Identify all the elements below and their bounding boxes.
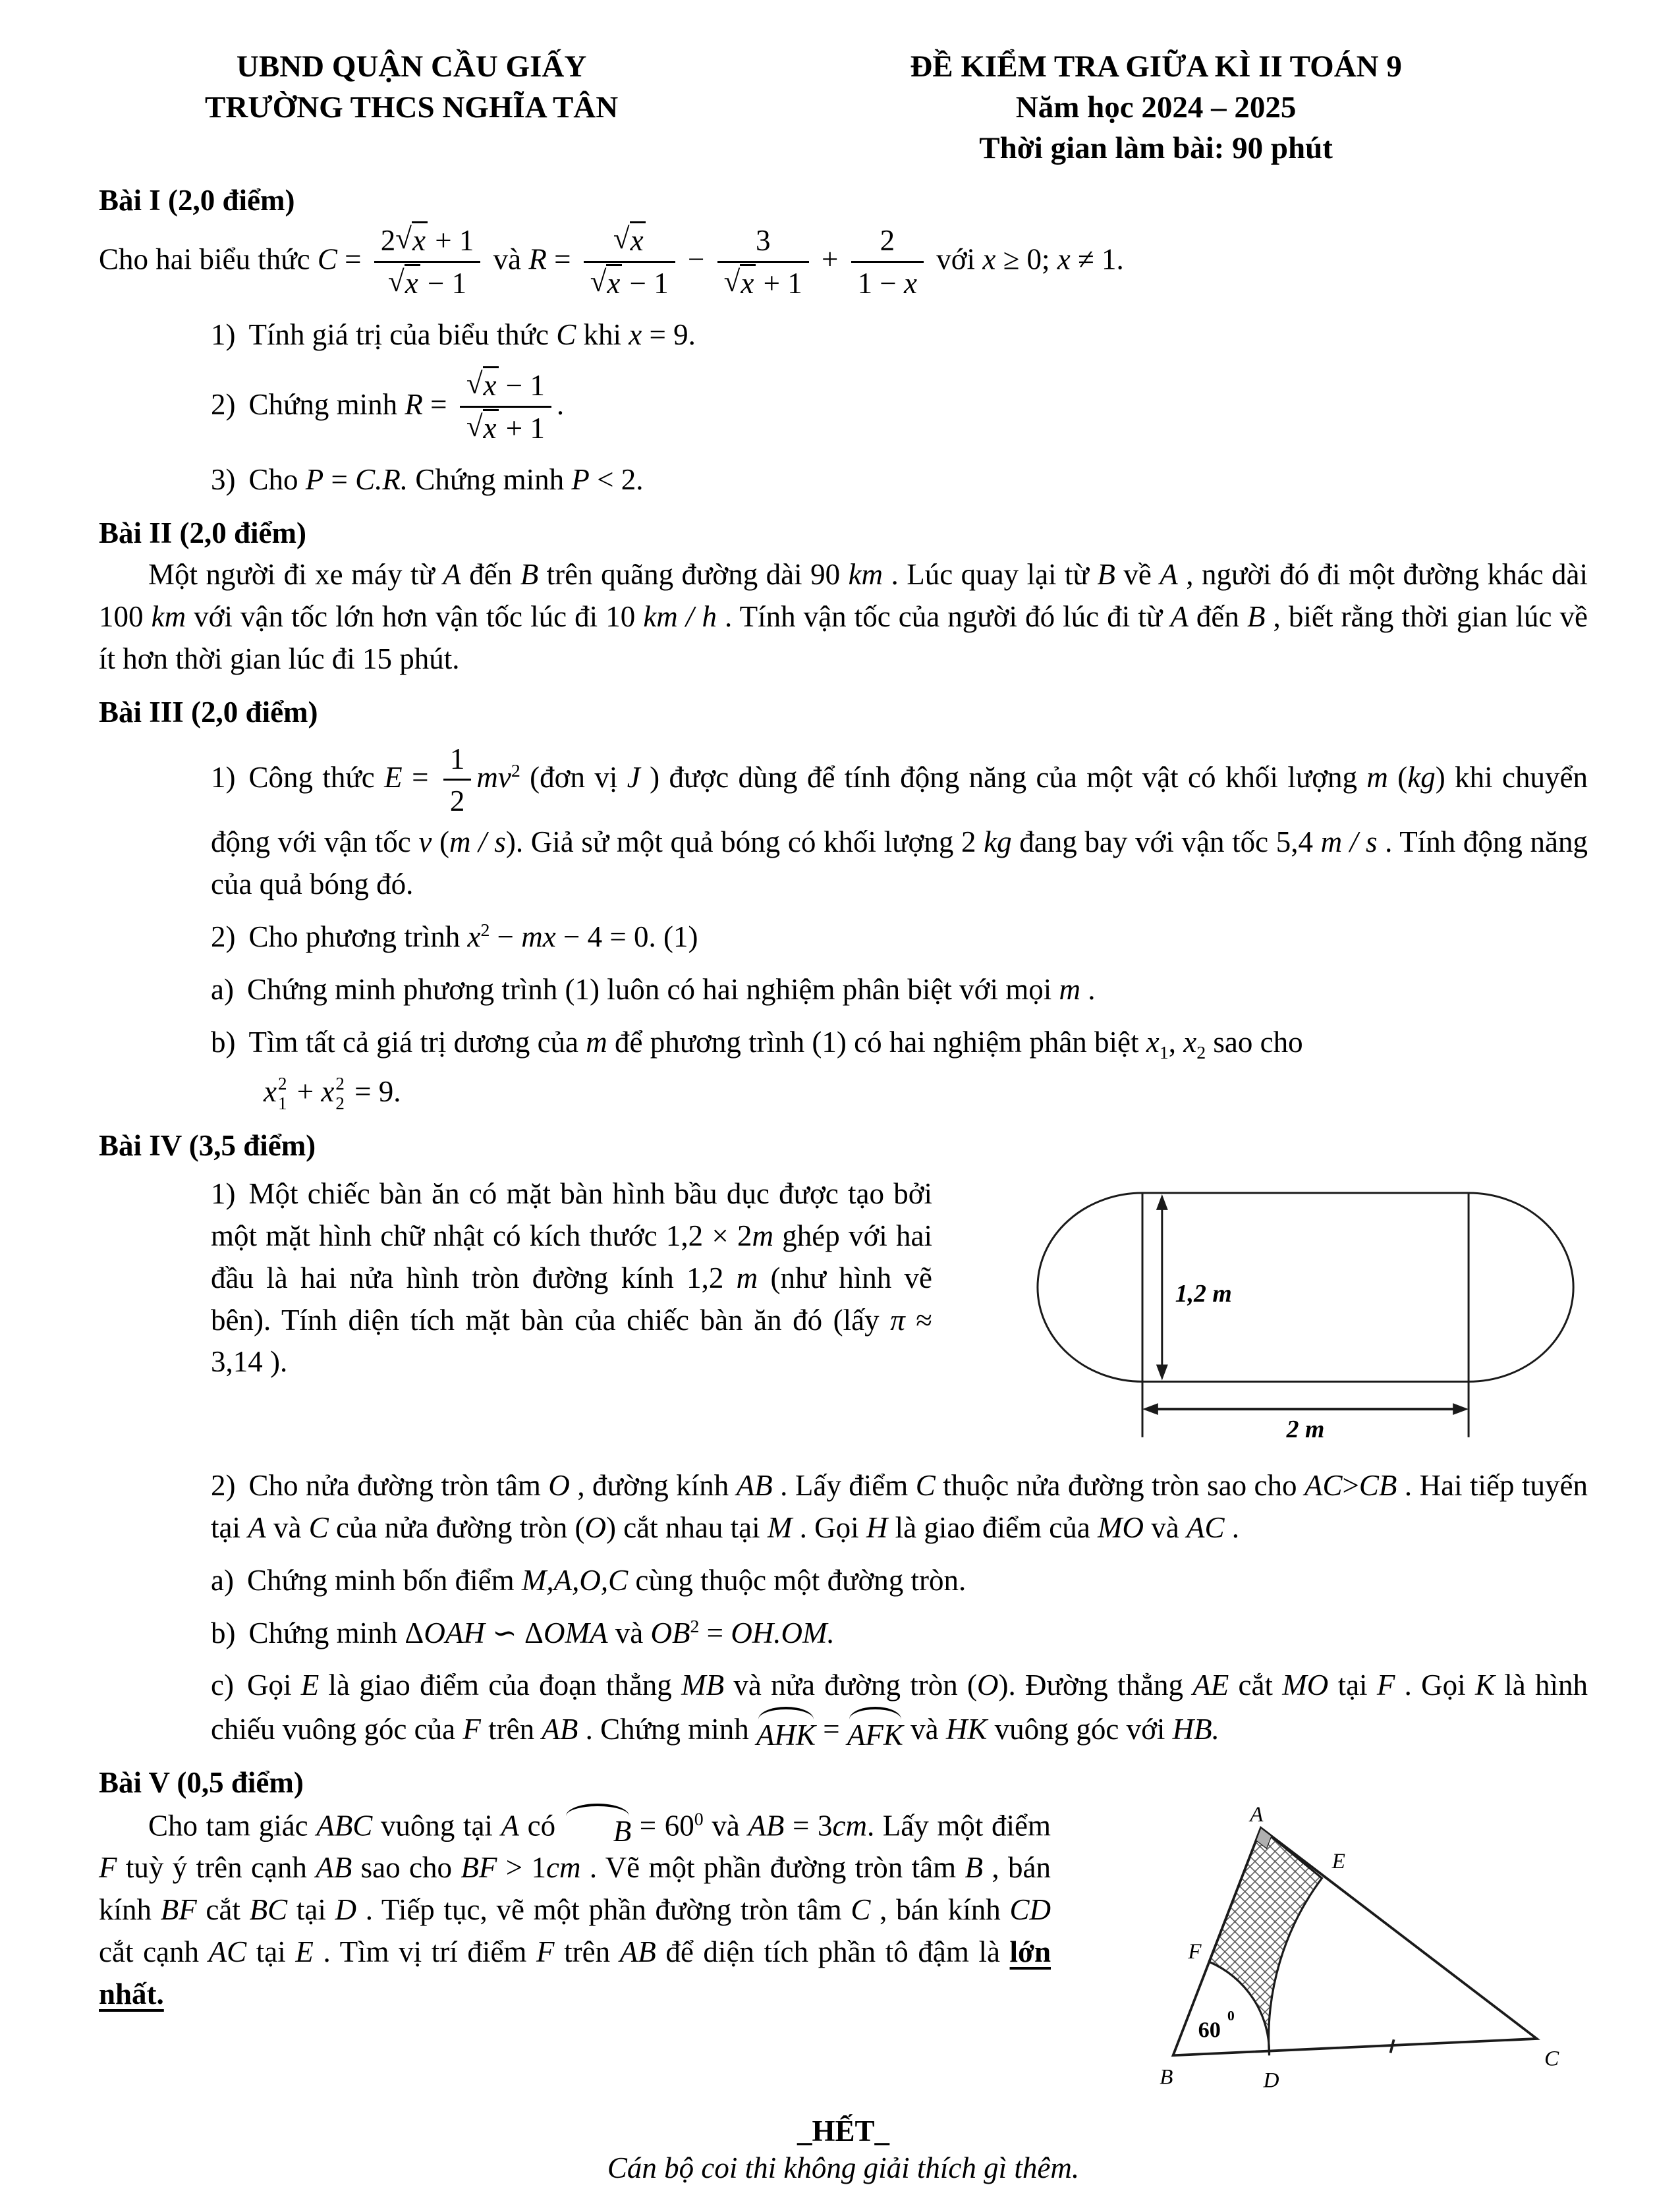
bai3-title: Bài III (2,0 điểm) xyxy=(99,695,318,729)
bai4-item-2 xyxy=(99,1465,1588,1549)
item-text: Tính giá trị của biểu thức C khi x = 9. xyxy=(248,318,696,351)
left-semicircle xyxy=(1038,1193,1142,1381)
bai2-paragraph: Một người đi xe máy từ A đến B trên quãng đường dài 90 km . Lúc quay lại từ B về A , người đó đi một đường khác dài 100 km với vận tốc lớn hơn vận tốc lúc đi 10 km / h . Tính vận tốc của người đó lúc đi từ A đến B , biết rằng thời gian lúc về ít hơn thời gian lúc đi 15 phút. xyxy=(99,557,1588,675)
header xyxy=(99,46,1588,169)
exam-title: ĐỀ KIỂM TRA GIỮA KÌ II TOÁN 9 xyxy=(910,49,1402,84)
bai3-item-1 xyxy=(99,740,1588,906)
item-number: 2) xyxy=(211,388,236,422)
table-width-label: 2 m xyxy=(1286,1415,1325,1441)
bai3-item-2 xyxy=(99,916,1588,958)
vertex-label-a: A xyxy=(1250,1806,1264,1827)
item-text: Cho nửa đường tròn tâm O , đường kính AB . Lấy điểm C thuộc nửa đường tròn sao cho AC>CB . Hai tiếp tuyến tại A và C của nửa đường tròn (O) cắt nhau tại M . Gọi H là giao điểm của MO và AC . xyxy=(211,1468,1588,1544)
item-text: Cho P = C.R. Chứng minh P < 2. xyxy=(248,462,644,496)
right-semicircle xyxy=(1469,1193,1573,1381)
bai3-sub-b xyxy=(99,1022,1588,1064)
bai3-sub-b-equation: x 2 1 + x 2 2 = 9. xyxy=(264,1074,401,1114)
item-number: c) xyxy=(211,1669,234,1702)
triangle-figure xyxy=(1150,1806,1588,2102)
exam-year: Năm học 2024 – 2025 xyxy=(1015,90,1297,125)
bai4-sub-c xyxy=(99,1665,1588,1750)
vertex-label-d: D xyxy=(1263,2068,1279,2093)
angle-label: 60 xyxy=(1198,2017,1221,2043)
item-text: Chứng minh R = $\frac{√x - 1}{√x + 1}$ . xyxy=(248,367,565,445)
bai5-paragraph: Cho tam giác ABC vuông tại A có B = $60^0$ và AB = 3cm. Lấy một điểm F tuỳ ý trên cạnh AB sao cho BF > 1cm . Vẽ một phần đường tròn tâm B , bán kính BF cắt BC tại D . Tiếp tục, vẽ một phần đường tròn tâm C , bán kính CD cắt cạnh AC tại E . Tìm vị trí điểm F trên AB để diện tích phần tô đậm là lớn nhất. xyxy=(99,1804,1588,2016)
bai5-block xyxy=(99,1804,1588,2102)
table-figure xyxy=(1031,1178,1588,1448)
item-text: Chứng minh ΔOAH ∽ ΔOMA và $OB^2 = OH.OM$. xyxy=(248,1616,835,1649)
bai1-item-3 xyxy=(99,459,1588,501)
item-number: a) xyxy=(211,972,234,1006)
bai1-title: Bài I (2,0 điểm) xyxy=(99,184,295,217)
item-number: b) xyxy=(211,1025,236,1059)
bai2-title: Bài II (2,0 điểm) xyxy=(99,516,306,549)
item-number: 2) xyxy=(211,920,236,953)
item-number: 3) xyxy=(211,462,236,496)
item-number: 1) xyxy=(211,1176,236,1210)
item-text: Cho phương trình $x^2$ − mx − 4 = 0. (1) xyxy=(248,920,698,953)
shaded-triangle-figure xyxy=(1150,1806,1584,2095)
vertex-label-e: E xyxy=(1331,1849,1345,1873)
bai4-item1-block xyxy=(99,1173,1588,1454)
item-number: 2) xyxy=(211,1468,236,1502)
item-number: b) xyxy=(211,1616,236,1649)
vertex-label-b: B xyxy=(1160,2065,1173,2089)
angle-exponent: 0 xyxy=(1227,2007,1235,2024)
header-school xyxy=(99,46,724,169)
bai3-sub-a xyxy=(99,969,1588,1011)
header-org-line1: UBND QUẬN CẦU GIẤY xyxy=(236,49,587,84)
bai1-item-1 xyxy=(99,314,1588,356)
header-org-line2: TRƯỜNG THCS NGHĨA TÂN xyxy=(204,90,619,125)
item-text: Tìm tất cả giá trị dương của m để phương trình (1) có hai nghiệm phân biệt $x_1$, $x_2$ sao cho xyxy=(248,1025,1303,1063)
segment-tick xyxy=(1391,2039,1394,2053)
bai4-sub-b xyxy=(99,1613,1588,1655)
exam-duration: Thời gian làm bài: 90 phút xyxy=(979,131,1333,166)
bai1-item-2 xyxy=(99,366,1588,449)
item-number: 1) xyxy=(211,761,236,794)
bai1-intro: Cho hai biểu thức C = $\frac{2√x + 1}{√x - 1}$ và R = $\frac{√x}{√x - 1}$ − $\frac{3}{√x + 1}$ + $\frac{2}{1 - x}$ với x ≥ 0; x ≠ 1. xyxy=(99,222,1124,300)
oval-table-figure xyxy=(1031,1178,1588,1441)
bai5-title: Bài V (0,5 điểm) xyxy=(99,1765,304,1799)
item-text: Gọi E là giao điểm của đoạn thẳng MB và nửa đường tròn (O). Đường thẳng AE cắt MO tại F . Gọi K là hình chiếu vuông góc của F trên AB . Chứng minh AHK = AFK và HK vuông góc với HB. xyxy=(211,1669,1588,1752)
item-text: Chứng minh bốn điểm M,A,O,C cùng thuộc một đường tròn. xyxy=(246,1563,966,1597)
vertex-label-f: F xyxy=(1188,1939,1202,1964)
bai4-sub-a xyxy=(99,1560,1588,1602)
footer-note: Cán bộ coi thi không giải thích gì thêm. xyxy=(607,2151,1080,2184)
vertex-label-c: C xyxy=(1544,2047,1559,2071)
item-number: 1) xyxy=(211,318,236,351)
item-text: Một chiếc bàn ăn có mặt bàn hình bầu dục được tạo bởi một mặt hình chữ nhật có kích thước 1,2 × 2m ghép với hai đầu là hai nửa hình tròn đường kính 1,2 m (như hình vẽ bên). Tính diện tích mặt bàn của chiếc bàn ăn đó (lấy π ≈ 3,14 ). xyxy=(211,1176,933,1379)
item-number: a) xyxy=(211,1563,234,1597)
header-exam xyxy=(724,46,1588,169)
item-text: Chứng minh phương trình (1) luôn có hai nghiệm phân biệt với mọi m . xyxy=(246,972,1096,1006)
bai4-title: Bài IV (3,5 điểm) xyxy=(99,1128,316,1162)
footer-end: _HẾT_ xyxy=(797,2114,890,2147)
table-height-label: 1,2 m xyxy=(1175,1279,1232,1308)
item-text: Công thức E = $\frac{1}{2}$ $mv^2$ (đơn vị J ) được dùng để tính động năng của một vật có khối lượng m (kg) khi chuyển động với vận tốc v (m / s). Giả sử một quả bóng có khối lượng 2 kg đang bay với vận tốc 5,4 m / s . Tính động năng của quả bóng đó. xyxy=(211,742,1588,900)
